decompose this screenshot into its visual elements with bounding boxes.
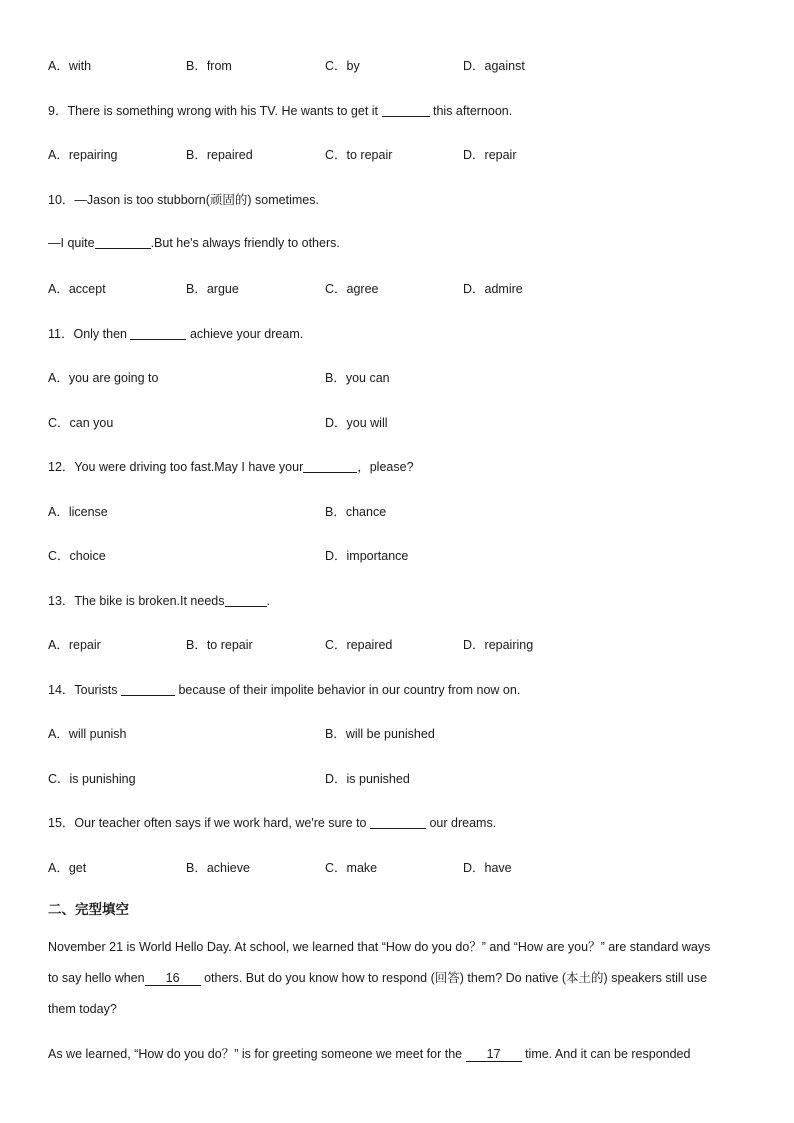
question-10-stem: 10．—Jason is too stubborn(顽固的) sometimes. [48,193,319,207]
option-b: B．from [186,59,232,73]
option-c: C．agree [325,282,379,296]
option-a: A．you are going to [48,371,159,385]
option-b: B．to repair [186,638,253,652]
stem-text: 15．Our teacher often says if we work hard, we're sure to [48,816,367,830]
cloze-blank-17: 17 [466,1047,522,1062]
answer-blank [225,593,267,607]
option-d: D．repair [463,148,517,162]
option-d: D．is punished [325,772,410,786]
option-a: A．license [48,505,108,519]
option-b: B．repaired [186,148,253,162]
option-a: A．repair [48,638,101,652]
option-c: C．can you [48,416,114,430]
option-c: C．repaired [325,638,393,652]
para-line [48,963,748,994]
option-c: C．by [325,59,360,73]
cloze-blank-16: 16 [145,971,201,986]
stem-text: 14．Tourists [48,683,118,697]
option-a: A．get [48,861,87,875]
stem-text: this afternoon. [433,104,513,118]
option-c: C．choice [48,549,106,563]
question-10-stem-2 [48,235,340,250]
cloze-paragraph-2 [48,1039,748,1070]
stem-text: ，please? [357,460,414,474]
option-d: D．repairing [463,638,534,652]
option-b: B．argue [186,282,239,296]
answer-blank [121,682,175,696]
option-d: D．have [463,861,512,875]
para-line: November 21 is World Hello Day. At school, we learned that “How do you do？” and “How are you？” are standard ways [48,940,711,954]
option-c: C．is punishing [48,772,136,786]
stem-text: 12．You were driving too fast.May I have your [48,460,304,474]
stem-text: —I quite [48,236,95,250]
option-b: B．will be punished [325,727,435,741]
option-a: A．repairing [48,148,118,162]
stem-text: 11．Only then [48,327,127,341]
question-9-stem [48,101,512,119]
cloze-paragraph-1 [48,932,748,1025]
stem-text: 9．There is something wrong with his TV. He wants to get it [48,104,379,118]
option-d: D．importance [325,549,409,563]
question-14-stem [48,680,520,698]
option-c: C．make [325,861,378,875]
option-c: C．to repair [325,148,393,162]
question-15-stem [48,813,496,831]
option-b: B．chance [325,505,387,519]
question-12-stem [48,457,414,475]
para-line: them today? [48,1002,117,1016]
option-d: D．you will [325,416,388,430]
stem-text: . [266,594,270,608]
para-text: others. But do you know how to respond (回答) them? Do native (本土的) speakers still use [204,971,708,985]
option-d: D．against [463,59,525,73]
question-11-stem [48,324,303,342]
answer-blank [303,459,357,473]
stem-text: because of their impolite behavior in our country from now on. [178,683,521,697]
question-13-stem [48,591,270,609]
stem-text: 13．The bike is broken.It needs [48,594,225,608]
option-a: A．accept [48,282,106,296]
para-text: to say hello when [48,971,145,985]
option-a: A．with [48,59,92,73]
stem-text: .But he's always friendly to others. [150,236,340,250]
para-text: time. And it can be responded [525,1047,691,1061]
option-b: B．you can [325,371,390,385]
section-title: 二、完型填空 [48,902,129,917]
answer-blank [370,815,426,829]
option-b: B．achieve [186,861,250,875]
answer-blank [130,326,186,340]
option-a: A．will punish [48,727,127,741]
para-text: As we learned, “How do you do？” is for greeting someone we meet for the [48,1047,463,1061]
stem-text: achieve your dream. [189,327,304,341]
answer-blank [95,235,151,249]
answer-blank [382,103,430,117]
stem-text: our dreams. [429,816,497,830]
option-d: D．admire [463,282,523,296]
